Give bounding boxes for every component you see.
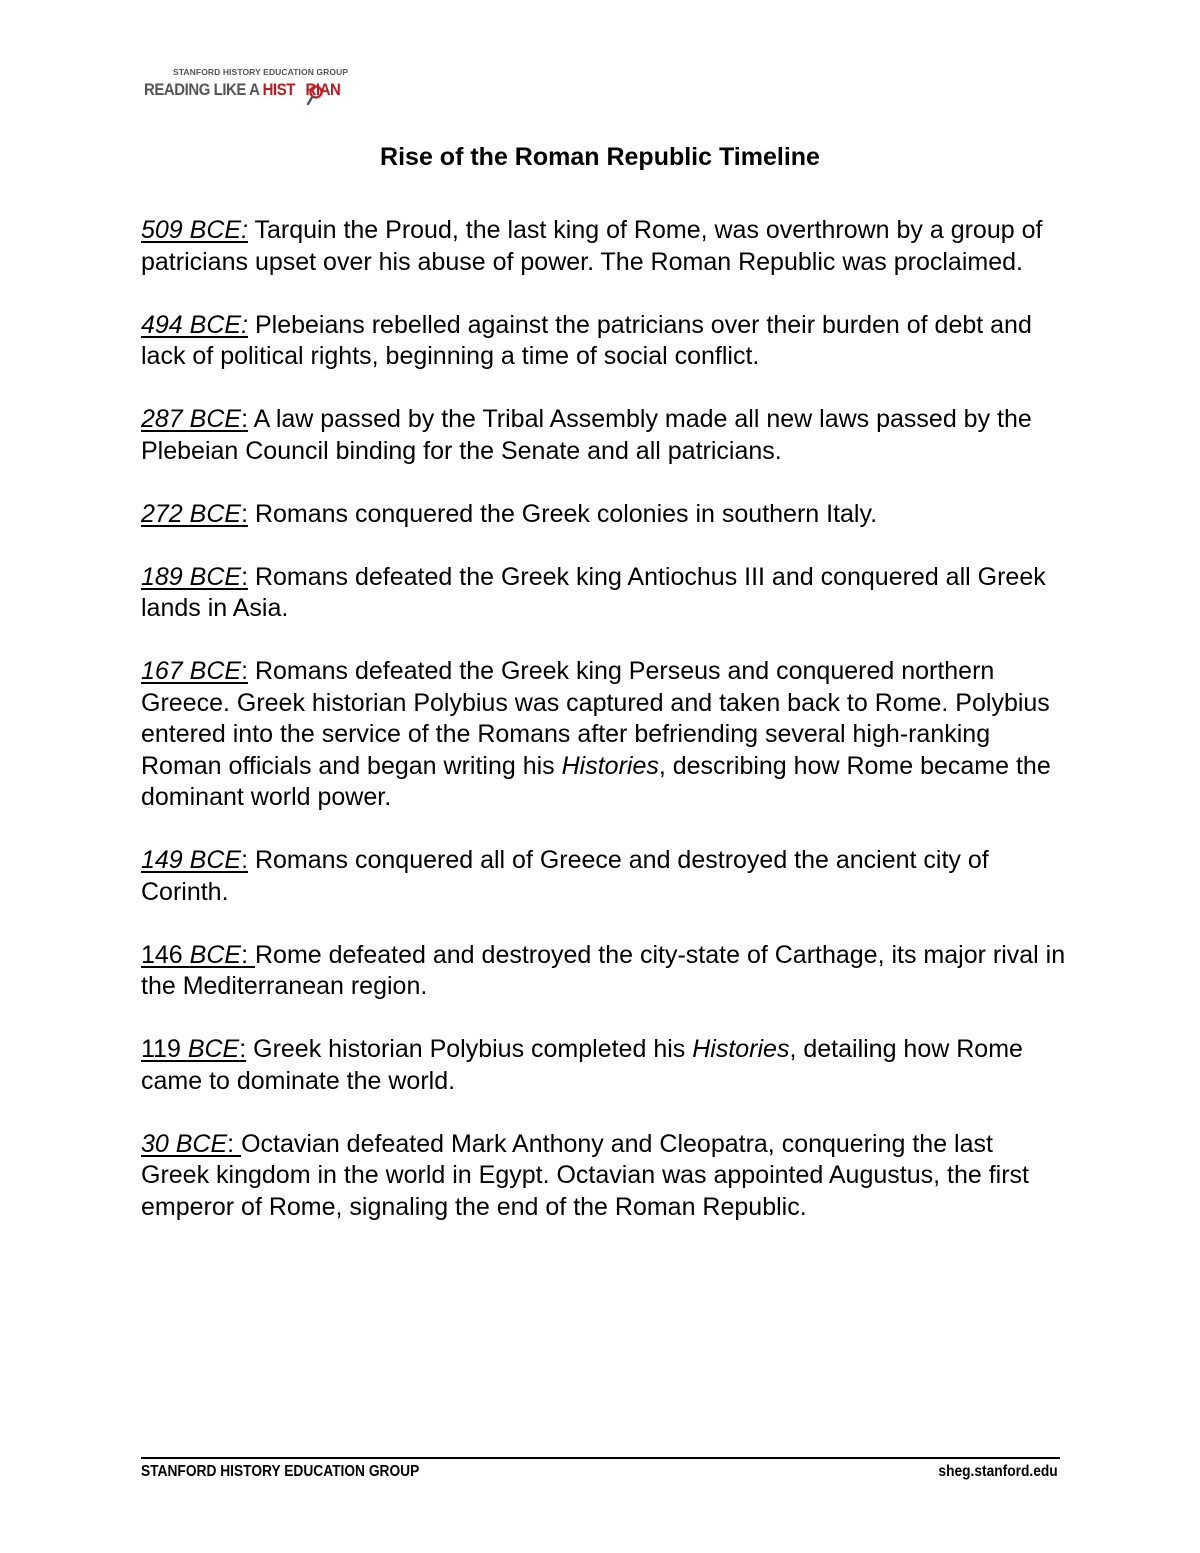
entry-text: Romans conquered the Greek colonies in southern Italy. bbox=[248, 499, 878, 528]
timeline-entry: 509 BCE: Tarquin the Proud, the last king of Rome, was overthrown by a group of patricians upset over his abuse of power. The Roman Republic was proclaimed. bbox=[141, 216, 1043, 276]
entry-text: Romans conquered all of Greece and destroyed the ancient city of Corinth. bbox=[141, 846, 989, 906]
page-title: Rise of the Roman Republic Timeline bbox=[380, 143, 820, 171]
entry-date-number: 119 bbox=[141, 1035, 188, 1063]
timeline-entry: 146 BCE: Rome defeated and destroyed the city-state of Carthage, its major rival in the Mediterranean region. bbox=[141, 940, 1066, 1000]
entry-text: A law passed by the Tribal Assembly made all new laws passed by the Plebeian Council binding for the Senate and all patricians. bbox=[141, 405, 1032, 465]
book-title: Histories bbox=[561, 751, 659, 780]
entry-date: 287 BCE bbox=[141, 405, 242, 433]
timeline-entry: 119 BCE: Greek historian Polybius completed his Histories, detailing how Rome came to dominate the world. bbox=[141, 1035, 1023, 1095]
timeline-entry: 287 BCE: A law passed by the Tribal Assembly made all new laws passed by the Plebeian Council binding for the Senate and all patricians. bbox=[141, 405, 1032, 465]
magnifying-glass-icon bbox=[303, 81, 333, 111]
entry-text: Tarquin the Proud, the last king of Rome, was overthrown by a group of patricians upset over his abuse of power. The Roman Republic was proclaimed. bbox=[141, 216, 1043, 276]
entry-date: 30 BCE bbox=[141, 1129, 228, 1158]
timeline-entry: 189 BCE: Romans defeated the Greek king Antiochus III and conquered all Greek lands in Asia. bbox=[141, 562, 1046, 622]
entry-text: Greek historian Polybius completed his bbox=[246, 1035, 693, 1063]
timeline-entry: 272 BCE: Romans conquered the Greek colonies in southern Italy. bbox=[141, 499, 878, 528]
entry-date: 509 BCE bbox=[141, 216, 242, 244]
timeline-entry: 167 BCE: Romans defeated the Greek king Perseus and conquered northern Greece. Greek historian Polybius was captured and taken back to Rome. Polybius entered into the service of the Romans after befriending several high-ranking Roman officials and began writing his Histories, describing how Rome became the dominant world power. bbox=[141, 657, 1051, 811]
entry-date: 167 BCE bbox=[141, 657, 242, 685]
entry-text: Plebeians rebelled against the patricians over their burden of debt and lack of political rights, beginning a time of social conflict. bbox=[141, 310, 1032, 370]
footer-divider bbox=[141, 1457, 1060, 1459]
footer-organization: STANFORD HISTORY EDUCATION GROUP bbox=[141, 1463, 420, 1480]
entry-date-number: 146 bbox=[141, 940, 190, 969]
entry-text: Romans defeated the Greek king Antiochus III and conquered all Greek lands in Asia. bbox=[141, 562, 1046, 622]
book-title: Histories bbox=[692, 1035, 790, 1063]
footer-website: sheg.stanford.edu bbox=[938, 1463, 1058, 1480]
logo-subtitle: STANFORD HISTORY EDUCATION GROUP bbox=[173, 67, 349, 77]
entry-date: BCE bbox=[189, 940, 242, 969]
entry-date: 494 BCE bbox=[141, 310, 242, 339]
timeline-entry: 149 BCE: Romans conquered all of Greece and destroyed the ancient city of Corinth. bbox=[141, 846, 989, 906]
entry-text-continued: , detailing how Rome came to dominate the world. bbox=[141, 1035, 1023, 1095]
entry-text: Romans defeated the Greek king Perseus and conquered northern Greece. Greek historian Polybius was captured and taken back to Rome. Polybius entered into the service of the Romans after befriending several high-ranking Roman officials and began writing his bbox=[141, 657, 1050, 780]
sheg-logo bbox=[143, 67, 373, 111]
timeline bbox=[141, 215, 1066, 1255]
logo-wordmark: READING LIKE A HIST RIAN bbox=[144, 80, 341, 99]
entry-date: 149 BCE bbox=[141, 846, 242, 874]
entry-date: BCE bbox=[187, 1035, 240, 1063]
timeline-entry: 30 BCE: Octavian defeated Mark Anthony and Cleopatra, conquering the last Greek kingdom in the world in Egypt. Octavian was appointed Augustus, the first emperor of Rome, signaling the end of the Roman Republic. bbox=[141, 1129, 1029, 1221]
timeline-entry: 494 BCE: Plebeians rebelled against the patricians over their burden of debt and lack of political rights, beginning a time of social conflict. bbox=[141, 310, 1032, 370]
entry-date: 189 BCE bbox=[141, 562, 242, 591]
entry-text-continued: , describing how Rome became the dominant world power. bbox=[141, 751, 1051, 811]
entry-text: Octavian defeated Mark Anthony and Cleopatra, conquering the last Greek kingdom in the world in Egypt. Octavian was appointed Augustus, the first emperor of Rome, signaling the end of the Roman Republic. bbox=[141, 1129, 1029, 1221]
entry-text: Rome defeated and destroyed the city-state of Carthage, its major rival in the Mediterranean region. bbox=[141, 940, 1066, 1000]
entry-date: 272 BCE bbox=[141, 499, 242, 528]
